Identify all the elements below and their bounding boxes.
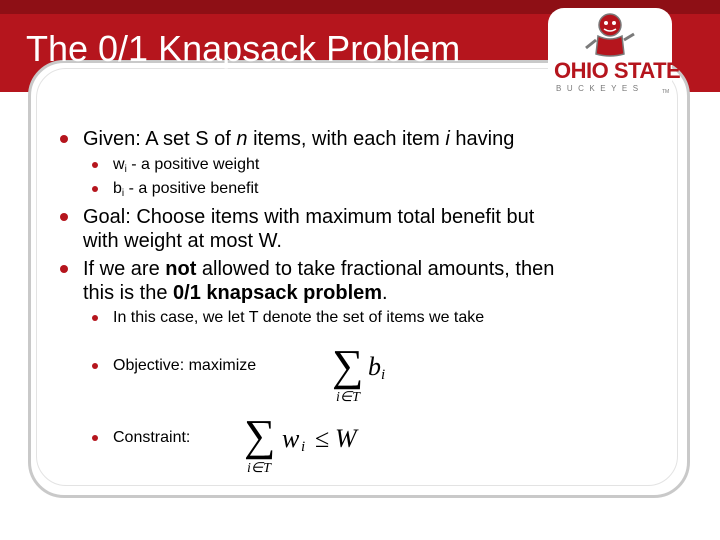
constraint-variable: w (282, 424, 300, 453)
bullet-case-t-text: In this case, we let T denote the set of items we take (113, 309, 485, 326)
bullet-dot (92, 186, 98, 192)
bullet-dot (60, 135, 68, 143)
constraint-relation: ≤ (315, 424, 330, 453)
objective-sum-symbol: ∑ (332, 341, 364, 390)
constraint-rhs: W (335, 424, 357, 453)
constraint-subscript: i (301, 439, 306, 455)
bullet-given-text: Given: A set S of n items, with each item i having (83, 128, 515, 150)
logo-subtitle: BUCKEYES (556, 84, 644, 93)
logo-wordmark: OHIO STATE (554, 58, 681, 83)
objective-subscript: i (381, 367, 386, 383)
bullet-dot (92, 435, 98, 441)
bullet-weight-text: $w_i$ - a positive weight (113, 156, 260, 175)
bullet-dot (92, 315, 98, 321)
bullet-goal-line1: Goal: Choose items with maximum total benefit but (83, 206, 535, 228)
constraint-index-set: i∈T (247, 461, 271, 476)
bullet-fractional-line1: If we are not allowed to take fractional amounts, then (83, 258, 555, 280)
constraint-sum-symbol: ∑ (244, 411, 276, 460)
bullet-benefit-text: $b_i$ - a positive benefit (113, 180, 259, 199)
bullet-dot (92, 162, 98, 168)
bullet-fractional-line2: this is the 0/1 knapsack problem. (83, 282, 388, 304)
slide-title: The 0/1 Knapsack Problem (26, 28, 461, 69)
logo-trademark: TM (662, 89, 670, 95)
bullet-constraint-text: Constraint: (113, 429, 191, 446)
bullet-dot (60, 213, 68, 221)
bullet-dot (60, 265, 68, 273)
bullet-objective-text: Objective: maximize (113, 357, 257, 374)
objective-variable: b (368, 352, 381, 381)
bullet-goal-line2: with weight at most W. (83, 230, 282, 252)
bullet-dot (92, 363, 98, 369)
brutus-mascot-icon (580, 12, 640, 60)
objective-index-set: i∈T (336, 390, 360, 405)
